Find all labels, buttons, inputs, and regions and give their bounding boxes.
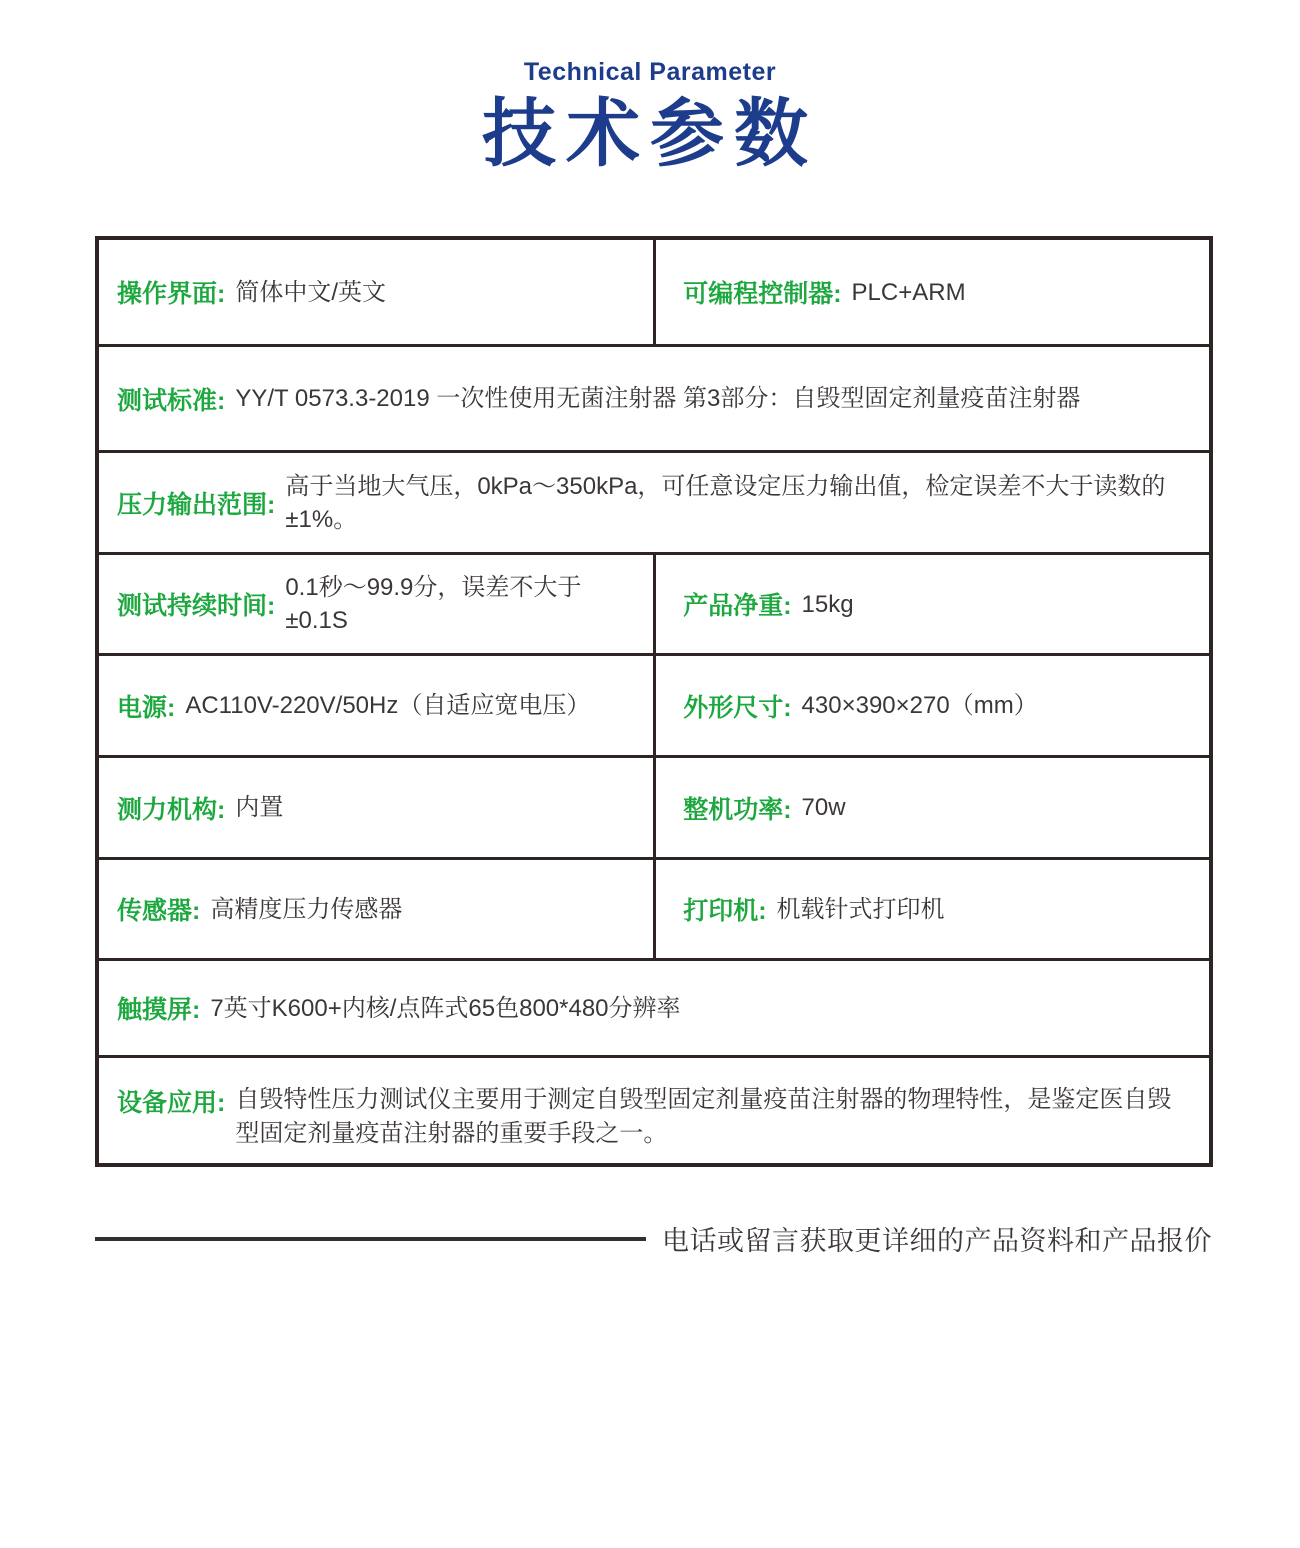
param-label: 压力输出范围: — [117, 490, 276, 519]
table-row — [99, 755, 1209, 857]
table-row — [99, 958, 1209, 1055]
param-value: 高于当地大气压，0kPa～350kPa，可任意设定压力输出值，检定误差不大于读数的±1%。 — [285, 472, 1166, 533]
param-label: 外形尺寸: — [683, 693, 792, 722]
table-row — [99, 450, 1209, 552]
table-row — [99, 857, 1209, 958]
param-label: 产品净重: — [683, 592, 792, 621]
param-cell-operation-interface — [99, 240, 656, 344]
table-row — [99, 552, 1209, 653]
param-cell-power-supply — [99, 656, 656, 755]
param-cell-touch-screen — [99, 961, 1209, 1055]
table-row — [99, 344, 1209, 450]
page-title: 技术参数 — [482, 92, 818, 175]
footer-divider-line — [95, 1237, 646, 1241]
table-row — [99, 653, 1209, 755]
footer-note: 电话或留言获取更详细的产品资料和产品报价 — [662, 1226, 1212, 1257]
param-value: 高精度压力传感器 — [210, 895, 403, 923]
param-label: 测力机构: — [117, 795, 226, 824]
param-value: 7英寸K600+内核/点阵式65色800*480分辨率 — [210, 994, 681, 1022]
param-label: 电源: — [117, 693, 176, 722]
param-cell-printer — [656, 860, 1209, 958]
param-label: 打印机: — [683, 897, 767, 926]
param-label: 测试持续时间: — [117, 592, 276, 621]
param-value: 0.1秒～99.9分，误差不大于±0.1S — [285, 574, 582, 635]
param-label: 可编程控制器: — [683, 280, 842, 309]
param-label: 整机功率: — [683, 795, 792, 824]
param-label: 测试标准: — [117, 386, 226, 415]
param-value: 15kg — [801, 590, 854, 618]
param-cell-total-power — [656, 758, 1209, 857]
page-header — [0, 0, 1300, 174]
table-row — [99, 240, 1209, 344]
param-label: 操作界面: — [117, 280, 226, 309]
param-label: 触摸屏: — [117, 996, 201, 1025]
page-footer — [95, 1219, 1212, 1258]
param-cell-test-standard — [99, 347, 1209, 450]
param-label: 传感器: — [117, 897, 201, 926]
param-value: 机载针式打印机 — [776, 895, 945, 923]
param-value: 简体中文/英文 — [235, 278, 386, 306]
param-cell-sensor — [99, 860, 656, 958]
param-value: 70w — [801, 794, 846, 822]
param-cell-pressure-output-range — [99, 453, 1209, 552]
param-value: YY/T 0573.3-2019 一次性使用无菌注射器 第3部分：自毁型固定剂量疫苗注射器 — [235, 385, 1081, 413]
technical-parameter-table — [95, 236, 1213, 1167]
param-cell-programmable-controller — [656, 240, 1209, 344]
param-cell-force-mechanism — [99, 758, 656, 857]
param-cell-test-duration — [99, 555, 656, 653]
param-cell-dimensions — [656, 656, 1209, 755]
param-value: PLC+ARM — [851, 278, 966, 306]
param-value: 430×390×270（mm） — [801, 692, 1038, 720]
param-cell-device-application — [99, 1058, 1209, 1163]
table-row — [99, 1055, 1209, 1163]
header-subtitle: Technical Parameter — [523, 58, 777, 86]
param-cell-net-weight — [656, 555, 1209, 653]
param-value: 自毁特性压力测试仪主要用于测定自毁型固定剂量疫苗注射器的物理特性，是鉴定医自毁型固定剂量疫苗注射器的重要手段之一。 — [235, 1086, 1172, 1147]
param-label: 设备应用: — [117, 1089, 226, 1118]
param-value: 内置 — [235, 794, 284, 822]
param-value: AC110V-220V/50Hz（自适应宽电压） — [185, 692, 591, 720]
